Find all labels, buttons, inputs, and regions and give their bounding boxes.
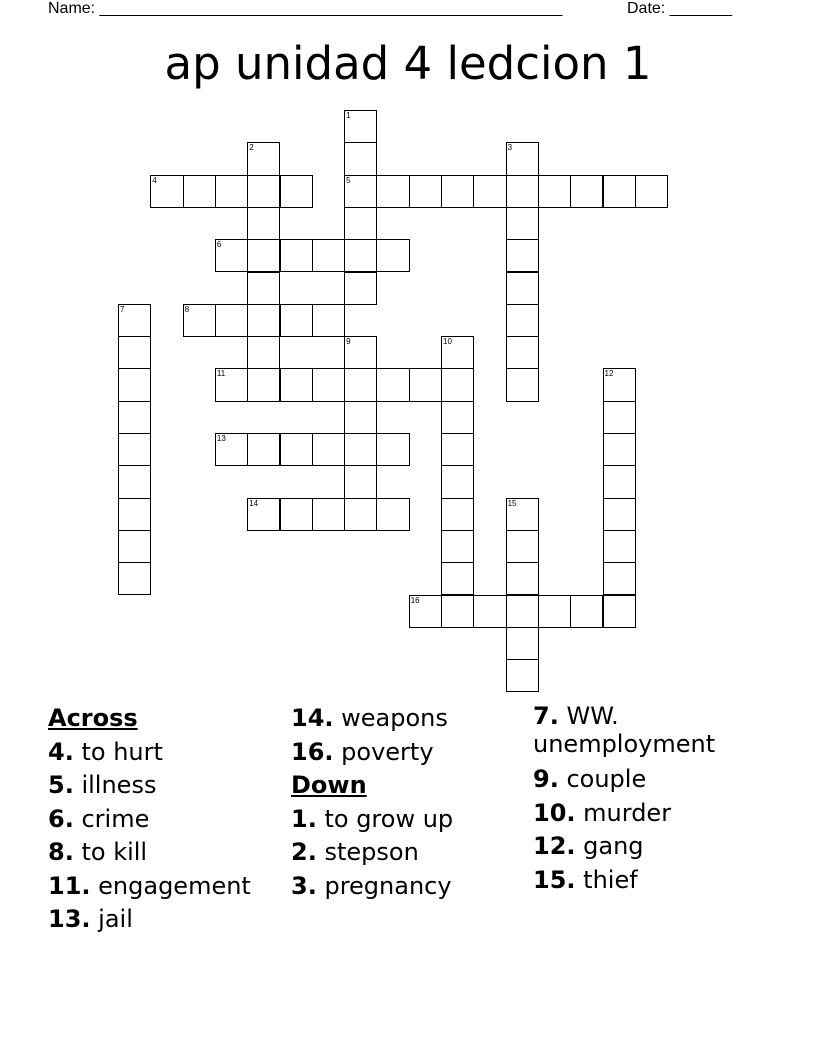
grid-cell[interactable] <box>441 465 474 498</box>
grid-cell[interactable] <box>441 401 474 434</box>
grid-cell[interactable] <box>344 465 377 498</box>
cell-number: 5 <box>346 175 351 185</box>
clue-number: 9. <box>533 765 559 793</box>
clue-text: couple <box>566 765 647 793</box>
grid-cell[interactable] <box>376 175 409 208</box>
grid-cell[interactable] <box>344 401 377 434</box>
cell-number: 16 <box>410 595 420 605</box>
clue-number: 16. <box>291 737 334 766</box>
grid-cell[interactable] <box>603 175 636 208</box>
clues-column-2 <box>291 702 453 903</box>
cell-number: 15 <box>507 498 517 508</box>
grid-cell[interactable] <box>312 239 345 272</box>
grid-cell[interactable] <box>570 595 603 628</box>
grid-cell[interactable] <box>603 465 636 498</box>
grid-cell[interactable] <box>506 336 539 369</box>
grid-cell[interactable] <box>506 627 539 660</box>
grid-cell[interactable] <box>473 595 506 628</box>
clue-text: poverty <box>341 737 434 766</box>
grid-cell[interactable] <box>280 433 313 466</box>
grid-cell[interactable] <box>473 175 506 208</box>
clue-across-11 <box>48 870 251 904</box>
clue-down-12 <box>533 830 773 864</box>
clue-number: 6. <box>48 804 74 833</box>
grid-cell[interactable] <box>344 207 377 240</box>
grid-cell[interactable] <box>441 530 474 563</box>
grid-cell[interactable] <box>506 239 539 272</box>
clue-text: engagement <box>98 871 251 900</box>
clue-text: WW. unemployment <box>533 702 716 758</box>
grid-cell[interactable] <box>506 175 539 208</box>
cell-number: 2 <box>249 143 254 153</box>
grid-cell[interactable] <box>247 368 280 401</box>
grid-cell[interactable] <box>603 433 636 466</box>
clue-down-10 <box>533 797 773 831</box>
grid-cell[interactable] <box>215 304 248 337</box>
clue-text: stepson <box>324 838 419 866</box>
cell-number: 6 <box>216 240 222 250</box>
date-field-label: Date: _______ <box>627 0 732 17</box>
clue-text: illness <box>81 771 157 799</box>
clues-column-1 <box>48 702 251 937</box>
clue-down-2 <box>291 836 453 870</box>
clue-down-15 <box>533 864 773 898</box>
clue-text: crime <box>81 804 150 833</box>
grid-cell[interactable] <box>635 175 668 208</box>
clue-number: 11. <box>48 871 91 900</box>
clue-text: pregnancy <box>324 871 452 900</box>
grid-cell[interactable] <box>376 368 409 401</box>
name-field-label: Name: ____________________________________________________ <box>48 0 563 17</box>
grid-cell[interactable] <box>118 498 151 531</box>
cell-number: 13 <box>216 434 226 443</box>
grid-cell[interactable] <box>118 336 151 369</box>
clue-number: 12. <box>533 832 576 860</box>
page-title: ap unidad 4 ledcion 1 <box>164 37 652 90</box>
grid-cell[interactable] <box>344 175 377 208</box>
grid-cell[interactable] <box>215 239 248 272</box>
clues-column-3 <box>533 702 773 897</box>
clue-text: weapons <box>341 704 448 732</box>
grid-cell[interactable] <box>344 110 377 143</box>
clue-text: thief <box>583 865 638 894</box>
grid-cell[interactable] <box>247 142 280 175</box>
clue-down-3 <box>291 870 453 904</box>
grid-cell[interactable] <box>118 368 151 401</box>
grid-cell[interactable] <box>247 272 280 305</box>
grid-cell[interactable] <box>441 336 474 369</box>
clue-text: gang <box>583 832 644 860</box>
grid-cell[interactable] <box>118 433 151 466</box>
grid-cell[interactable] <box>280 498 313 531</box>
grid-cell[interactable] <box>376 498 409 531</box>
clue-number: 4. <box>48 737 74 766</box>
clue-text: to grow up <box>324 804 454 833</box>
grid-cell[interactable] <box>215 433 248 466</box>
clue-number: 2. <box>291 838 317 866</box>
grid-cell[interactable] <box>280 304 313 337</box>
grid-cell[interactable] <box>506 498 539 531</box>
grid-cell[interactable] <box>409 175 442 208</box>
grid-cell[interactable] <box>344 433 377 466</box>
clue-across-16 <box>291 736 453 770</box>
grid-cell[interactable] <box>603 562 636 595</box>
grid-cell[interactable] <box>344 498 377 531</box>
grid-cell[interactable] <box>506 530 539 563</box>
grid-cell[interactable] <box>280 239 313 272</box>
grid-cell[interactable] <box>441 498 474 531</box>
grid-cell[interactable] <box>409 368 442 401</box>
cell-number: 4 <box>152 175 157 185</box>
clue-down-7 <box>533 702 773 758</box>
cell-number: 3 <box>507 143 513 153</box>
grid-cell[interactable] <box>376 433 409 466</box>
grid-cell[interactable] <box>441 175 474 208</box>
clue-across-8 <box>48 836 251 870</box>
cell-number: 10 <box>443 337 452 347</box>
clue-across-4 <box>48 736 251 770</box>
cell-number: 8 <box>184 304 190 314</box>
grid-cell[interactable] <box>118 304 151 337</box>
grid-cell[interactable] <box>603 368 636 401</box>
grid-cell[interactable] <box>570 175 603 208</box>
cell-number: 1 <box>346 111 351 120</box>
grid-cell[interactable] <box>183 304 216 337</box>
clue-number: 8. <box>48 838 74 866</box>
grid-cell[interactable] <box>247 336 280 369</box>
grid-cell[interactable] <box>118 401 151 434</box>
grid-cell[interactable] <box>538 595 571 628</box>
clue-across-5 <box>48 769 251 803</box>
grid-cell[interactable] <box>247 304 280 337</box>
grid-cell[interactable] <box>344 336 377 369</box>
clue-number: 1. <box>291 804 317 833</box>
grid-cell[interactable] <box>280 175 313 208</box>
grid-cell[interactable] <box>538 175 571 208</box>
clue-number: 7. <box>533 702 559 730</box>
clue-number: 10. <box>533 798 576 827</box>
clue-down-9 <box>533 763 773 797</box>
clue-number: 5. <box>48 771 74 799</box>
grid-cell[interactable] <box>506 207 539 240</box>
grid-cell[interactable] <box>603 401 636 434</box>
down-heading: Down <box>291 771 367 799</box>
grid-cell[interactable] <box>344 239 377 272</box>
clue-down-1 <box>291 803 453 837</box>
grid-cell[interactable] <box>506 562 539 595</box>
across-heading: Across <box>48 704 138 732</box>
grid-cell[interactable] <box>441 368 474 401</box>
grid-cell[interactable] <box>506 368 539 401</box>
clue-across-6 <box>48 803 251 837</box>
clue-text: murder <box>583 798 672 827</box>
grid-cell[interactable] <box>506 304 539 337</box>
grid-cell[interactable] <box>441 433 474 466</box>
grid-cell[interactable] <box>150 175 183 208</box>
grid-cell[interactable] <box>215 175 248 208</box>
grid-cell[interactable] <box>247 239 280 272</box>
clue-number: 15. <box>533 865 576 894</box>
grid-cell[interactable] <box>280 368 313 401</box>
grid-cell[interactable] <box>247 207 280 240</box>
grid-cell[interactable] <box>312 433 345 466</box>
grid-cell[interactable] <box>118 465 151 498</box>
grid-cell[interactable] <box>215 368 248 401</box>
grid-cell[interactable] <box>344 142 377 175</box>
clue-text: to kill <box>81 838 148 866</box>
grid-cell[interactable] <box>603 498 636 531</box>
cell-number: 11 <box>216 369 226 379</box>
clue-number: 13. <box>48 905 91 933</box>
grid-cell[interactable] <box>441 595 474 628</box>
grid-cell[interactable] <box>603 595 636 628</box>
grid-cell[interactable] <box>344 272 377 305</box>
grid-cell[interactable] <box>312 368 345 401</box>
grid-cell[interactable] <box>376 239 409 272</box>
grid-cell[interactable] <box>506 272 539 305</box>
grid-cell[interactable] <box>247 498 280 531</box>
grid-cell[interactable] <box>506 659 539 692</box>
grid-cell[interactable] <box>603 530 636 563</box>
cell-number: 12 <box>604 369 614 379</box>
clue-text: jail <box>98 905 133 933</box>
cell-number: 7 <box>120 304 125 314</box>
grid-cell[interactable] <box>506 142 539 175</box>
grid-cell[interactable] <box>441 562 474 595</box>
grid-cell[interactable] <box>247 433 280 466</box>
clue-number: 14. <box>291 704 334 732</box>
grid-cell[interactable] <box>409 595 442 628</box>
grid-cell[interactable] <box>247 175 280 208</box>
clue-text: to hurt <box>81 737 163 766</box>
cell-number: 14 <box>249 498 259 508</box>
clue-across-14 <box>291 702 453 736</box>
clue-number: 3. <box>291 871 317 900</box>
grid-cell[interactable] <box>344 368 377 401</box>
grid-cell[interactable] <box>118 530 151 563</box>
clue-across-13 <box>48 903 251 937</box>
grid-cell[interactable] <box>118 562 151 595</box>
grid-cell[interactable] <box>183 175 216 208</box>
grid-cell[interactable] <box>506 595 539 628</box>
grid-cell[interactable] <box>312 304 345 337</box>
grid-cell[interactable] <box>312 498 345 531</box>
cell-number: 9 <box>346 337 351 347</box>
